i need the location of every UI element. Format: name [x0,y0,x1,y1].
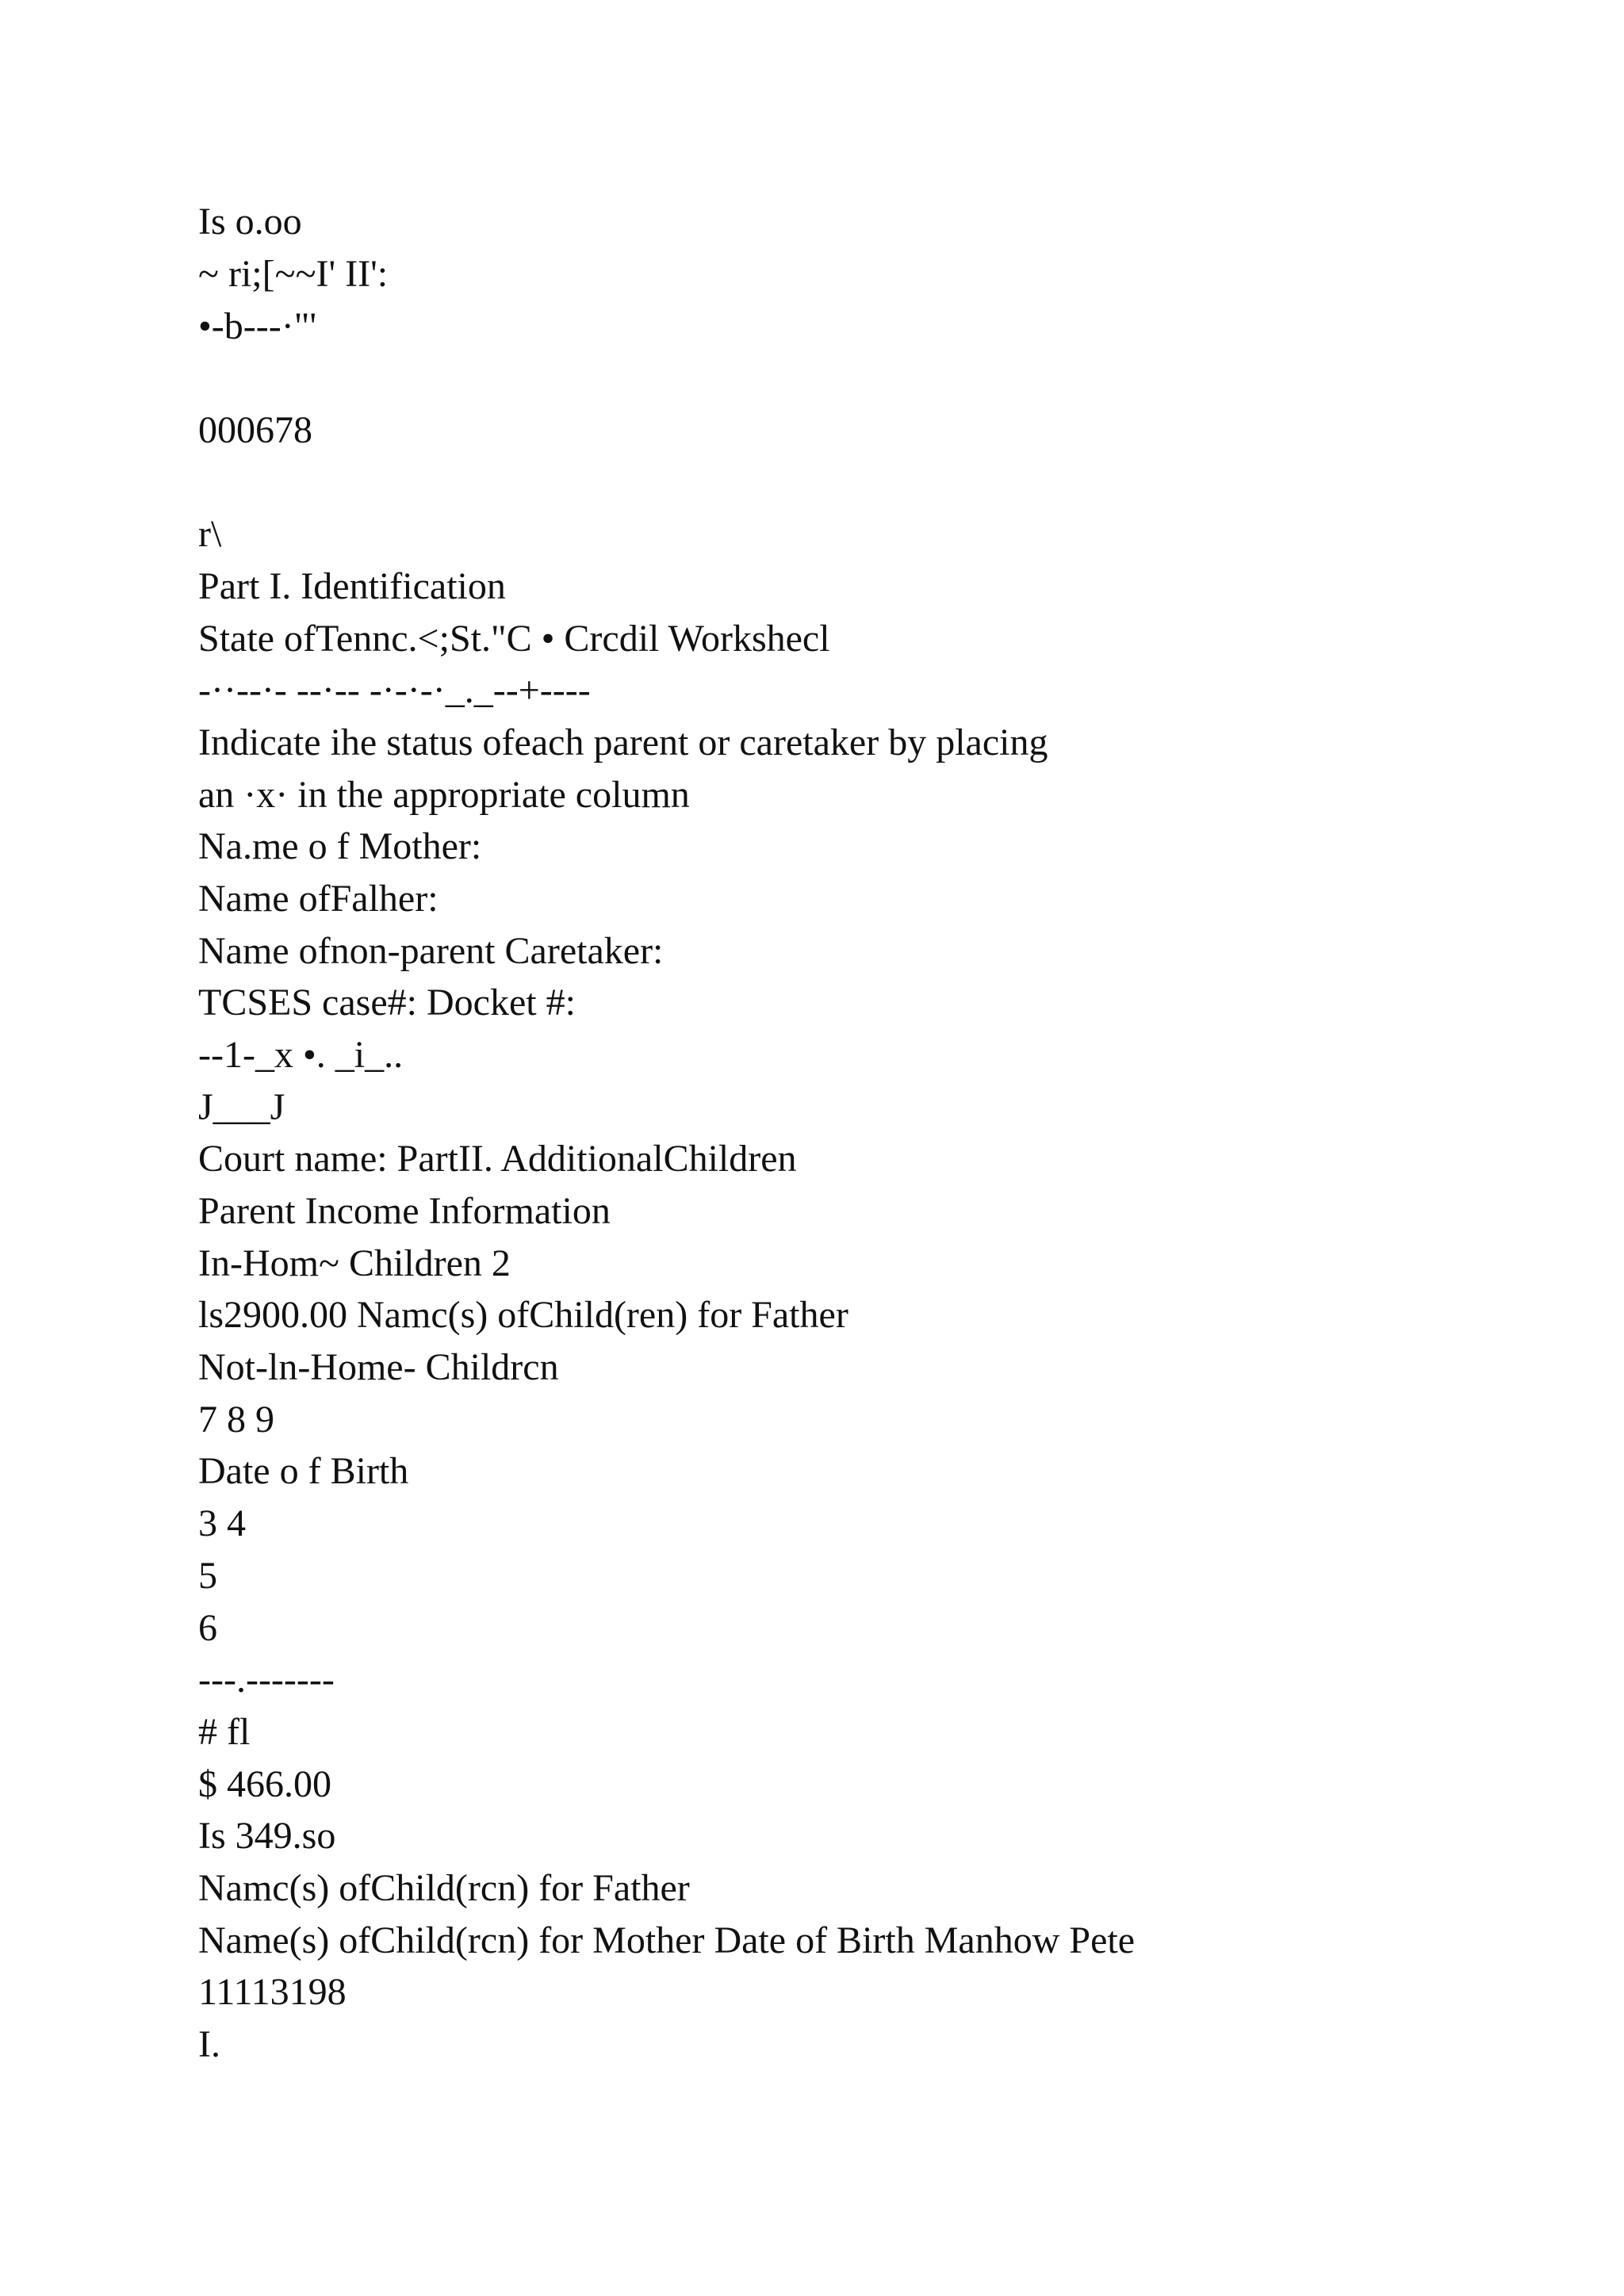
row-numbers-line: 7 8 9 [198,1399,274,1441]
amount-466: $ 466.00 [198,1763,331,1805]
income-and-children-line: ls2900.00 Namc(s) ofChild(ren) for Father [198,1294,848,1336]
checkbox-noise-line: --1-_x •. _i_.. [198,1034,404,1076]
trailing-mark: I. [198,2023,220,2065]
father-children-label: Namc(s) ofChild(rcn) for Father [198,1867,690,1909]
in-home-children-label: In-Hom~ Children 2 [198,1242,511,1284]
date-of-birth-label: Date o f Birth [198,1450,409,1492]
worksheet-title: State ofTennc.<;St."C • Crcdil Workshecl [198,618,830,660]
row-number-6: 6 [198,1607,217,1649]
instruction-line-2: an ·x· in the appropriate column [198,774,690,816]
amount-349: Is 349.so [198,1815,336,1857]
instruction-line-1: Indicate ihe status ofeach parent or caretaker by placing [198,721,1048,763]
noise-mark: r\ [198,513,222,555]
checkbox-noise-line-2: J___J [198,1086,285,1128]
divider-line-2: ---.------- [198,1659,335,1701]
section-heading-identification: Part I. Identification [198,565,506,607]
row-number-5: 5 [198,1555,217,1597]
birth-date-value: 11113198 [198,1971,347,2013]
document-number: 000678 [198,409,312,451]
header-noise-line-2: •-b---·"' [198,305,316,347]
noise-line-fl: # fl [198,1711,251,1753]
not-in-home-children-label: Not-ln-Home- Childrcn [198,1346,559,1388]
parent-income-heading: Parent Income Information [198,1190,611,1232]
father-name-label: Name ofFalher: [198,878,439,920]
header-amount-line: Is o.oo [198,201,302,243]
row-numbers-line-2: 3 4 [198,1502,246,1544]
court-name-label: Court name: PartII. AdditionalChildren [198,1138,797,1180]
caretaker-name-label: Name ofnon-parent Caretaker: [198,930,664,972]
mother-children-label: Name(s) ofChild(rcn) for Mother Date of Birth Manhow Pete [198,1919,1136,1961]
divider-line: -··--·- --·-- -·-·-·_._--+---- [198,669,591,711]
case-docket-label: TCSES case#: Docket #: [198,982,576,1024]
header-noise-line: ~ ri;[~~I' II': [198,253,389,295]
mother-name-label: Na.me o f Mother: [198,825,482,867]
